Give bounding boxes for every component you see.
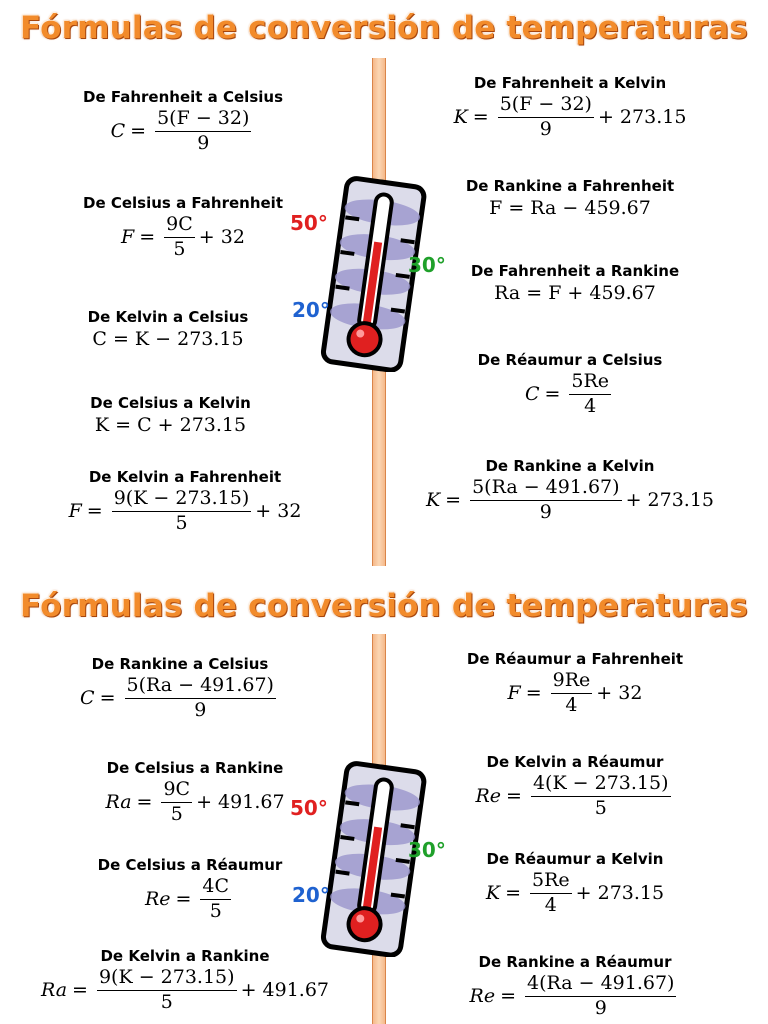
formula-ra-to-c: De Rankine a Celsius C = $\frac{5(Ra - 491.67)}{9}$ — [50, 655, 310, 722]
formula-label: De Kelvin a Celsius — [87, 308, 249, 326]
formula-label: De Kelvin a Rankine — [100, 947, 270, 965]
page-title: Fórmulas de conversión de temperaturas — [20, 10, 748, 46]
formula-label: De Rankine a Kelvin — [485, 457, 655, 475]
formula-ra-to-re: De Rankine a Réaumur Re = $\frac{4(Ra - 491.67)}{9}$ — [440, 953, 710, 1020]
formula-expression: C = K − 273.15 — [92, 328, 244, 350]
denominator: 9 — [197, 131, 210, 154]
formula-label: De Celsius a Rankine — [106, 759, 284, 777]
formula-label: De Rankine a Fahrenheit — [465, 177, 675, 195]
formula-k-to-ra: De Kelvin a Rankine Ra = $\frac{9(K - 273.15)}{5}$ + 491.67 — [30, 947, 340, 1014]
formula-ra-to-f — [440, 177, 700, 219]
panel-2 — [0, 582, 768, 1024]
formula-label: De Rankine a Celsius — [91, 655, 269, 673]
formula-c-to-re: De Celsius a Réaumur Re = $\frac{4C}{5}$ — [70, 856, 310, 923]
formula-label: De Réaumur a Kelvin — [486, 850, 664, 868]
formula-k-to-c — [58, 308, 278, 350]
formula-label: De Fahrenheit a Celsius — [83, 88, 283, 106]
mark-50-label: 50° — [290, 211, 328, 235]
formula-label: De Celsius a Réaumur — [97, 856, 283, 874]
formula-c-to-f: De Celsius a Fahrenheit F = $\frac{9C}{5}$ + 32 — [48, 194, 318, 261]
formula-ra-to-k: De Rankine a Kelvin K = $\frac{5(Ra - 491.67)}{9}$ + 273.15 — [410, 457, 730, 524]
formula-c-to-k — [58, 394, 283, 436]
formula-re-to-k: De Réaumur a Kelvin K = $\frac{5Re}{4}$ + 273.15 — [440, 850, 710, 917]
page-title: Fórmulas de conversión de temperaturas — [20, 588, 748, 624]
formula-label: De Fahrenheit a Kelvin — [473, 74, 667, 92]
mark-30-label: 30° — [408, 253, 446, 277]
formula-label: De Celsius a Fahrenheit — [83, 194, 283, 212]
formula-label: De Fahrenheit a Rankine — [470, 262, 680, 280]
formula-label: De Réaumur a Celsius — [477, 351, 663, 369]
formula-expression: K = C + 273.15 — [94, 414, 247, 436]
formula-expression: Ra = F + 459.67 — [494, 282, 656, 304]
mark-20-label: 20° — [292, 883, 330, 907]
mark-30-label: 30° — [408, 838, 446, 862]
formula-label: De Kelvin a Fahrenheit — [88, 468, 282, 486]
formula-f-to-ra — [440, 262, 710, 304]
mark-20-label: 20° — [292, 298, 330, 322]
formula-c-to-ra: De Celsius a Rankine Ra = $\frac{9C}{5}$ + 491.67 — [60, 759, 330, 826]
formula-label: De Rankine a Réaumur — [478, 953, 672, 971]
formula-re-to-c: De Réaumur a Celsius C = $\frac{5Re}{4}$ — [450, 351, 690, 418]
formula-expression: F = Ra − 459.67 — [489, 197, 651, 219]
formula-label: De Kelvin a Réaumur — [486, 753, 664, 771]
formula-re-to-f: De Réaumur a Fahrenheit F = $\frac{9Re}{4}$ + 32 — [440, 650, 710, 717]
formula-f-to-k: De Fahrenheit a Kelvin K = $\frac{5(F - 32)}{9}$ + 273.15 — [430, 74, 710, 141]
formula-label: De Réaumur a Fahrenheit — [466, 650, 684, 668]
numerator: 5(F − 32) — [155, 108, 251, 132]
mark-50-label: 50° — [290, 796, 328, 820]
formula-k-to-f: De Kelvin a Fahrenheit F = $\frac{9(K - 273.15)}{5}$ + 32 — [40, 468, 330, 535]
formula-label: De Celsius a Kelvin — [90, 394, 251, 412]
formula-k-to-re: De Kelvin a Réaumur Re = $\frac{4(K - 273.15)}{5}$ — [440, 753, 710, 820]
formula-f-to-c: De Fahrenheit a Celsius C = $\frac{5(F - 32)}{9}$ — [58, 88, 308, 155]
